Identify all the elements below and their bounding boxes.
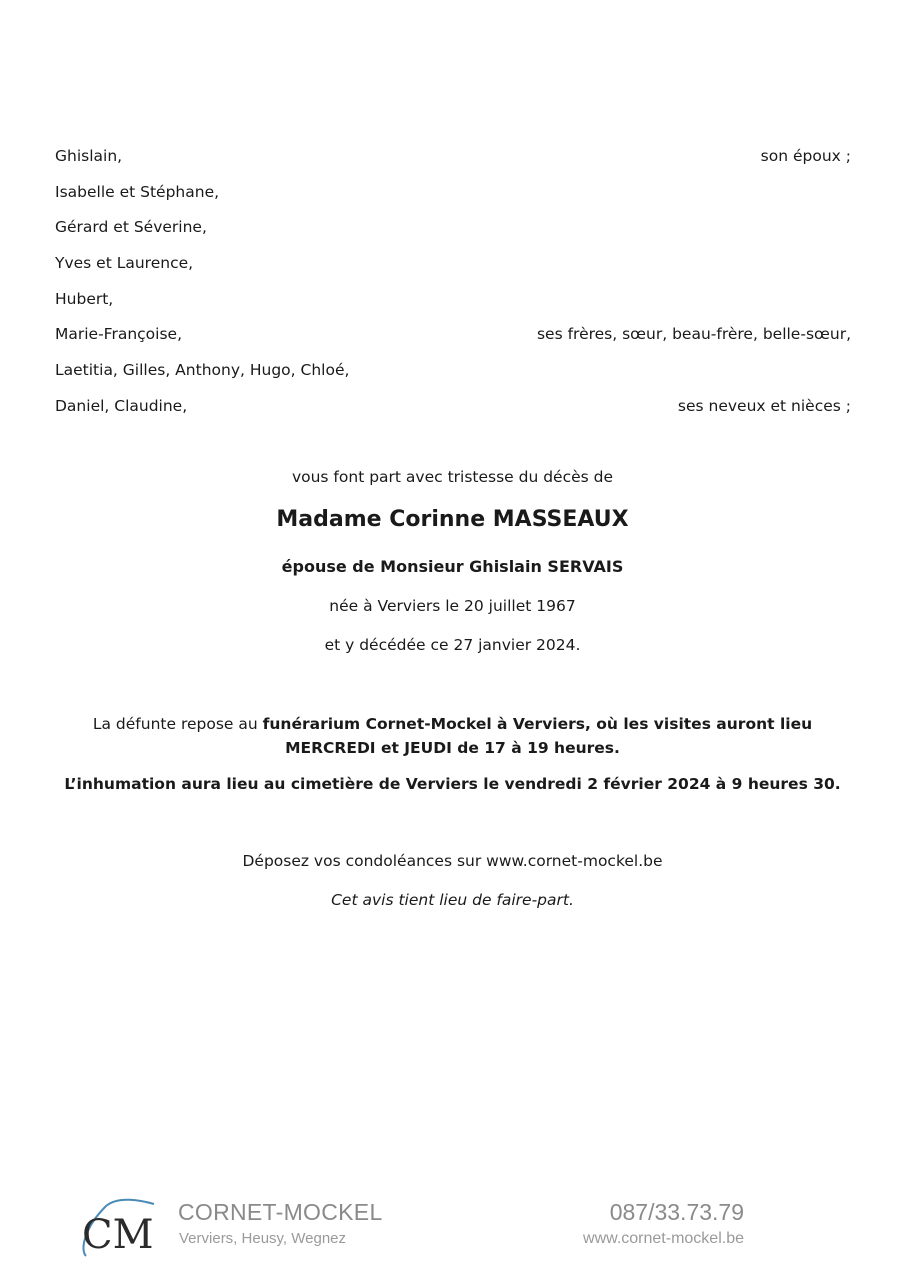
family-member: Isabelle et Stéphane,	[55, 182, 220, 201]
family-member: Gérard et Séverine,	[55, 218, 207, 237]
family-row	[55, 396, 851, 432]
family-member: Daniel, Claudine,	[55, 396, 188, 415]
visitation-paragraph	[50, 712, 855, 760]
family-member: Marie-Françoise,	[55, 325, 183, 344]
family-row	[55, 182, 851, 218]
family-row	[55, 360, 851, 396]
family-row	[55, 253, 851, 289]
family-member: Hubert,	[55, 289, 114, 308]
logo-mark-icon	[78, 1198, 158, 1264]
intro-text: vous font part avec tristesse du décès de	[291, 468, 614, 486]
burial-line: L’inhumation aura lieu au cimetière de Verviers le vendredi 2 février 2024 à 9 heures 30.	[64, 775, 841, 793]
family-relation: son époux ;	[760, 147, 851, 165]
family-list	[55, 146, 851, 432]
cornet-mockel-logo	[78, 1198, 158, 1264]
notice-line: Cet avis tient lieu de faire-part.	[331, 891, 574, 909]
family-row	[55, 217, 851, 253]
visitation-prefix: La défunte repose au	[92, 715, 263, 733]
death-line: et y décédée ce 27 janvier 2024.	[324, 636, 581, 654]
spouse-line: épouse de Monsieur Ghislain SERVAIS	[281, 557, 624, 576]
family-row	[55, 289, 851, 325]
family-member: Laetitia, Gilles, Anthony, Hugo, Chloé,	[55, 361, 350, 380]
logo-letters: CM	[82, 1212, 154, 1258]
brand-name: CORNET-MOCKEL	[178, 1199, 383, 1225]
brand-locations: Verviers, Heusy, Wegnez	[179, 1230, 347, 1247]
birth-line: née à Verviers le 20 juillet 1967	[329, 597, 576, 615]
deceased-name: Madame Corinne MASSEAUX	[276, 507, 629, 532]
family-member: Ghislain,	[55, 147, 123, 165]
visitation-details: funérarium Cornet-Mockel à Verviers, où les visites auront lieu MERCREDI et JEUDI de 17 à 19 heures.	[262, 715, 813, 757]
condolences-line: Déposez vos condoléances sur www.cornet-mockel.be	[242, 852, 663, 870]
family-row	[55, 324, 851, 360]
family-member: Yves et Laurence,	[55, 254, 194, 273]
website-link[interactable]: www.cornet-mockel.be	[583, 1230, 744, 1247]
family-row	[55, 146, 851, 182]
family-relation: ses frères, sœur, beau-frère, belle-sœur,	[536, 325, 851, 344]
family-relation: ses neveux et nièces ;	[677, 396, 851, 415]
phone-number: 087/33.73.79	[609, 1199, 744, 1225]
